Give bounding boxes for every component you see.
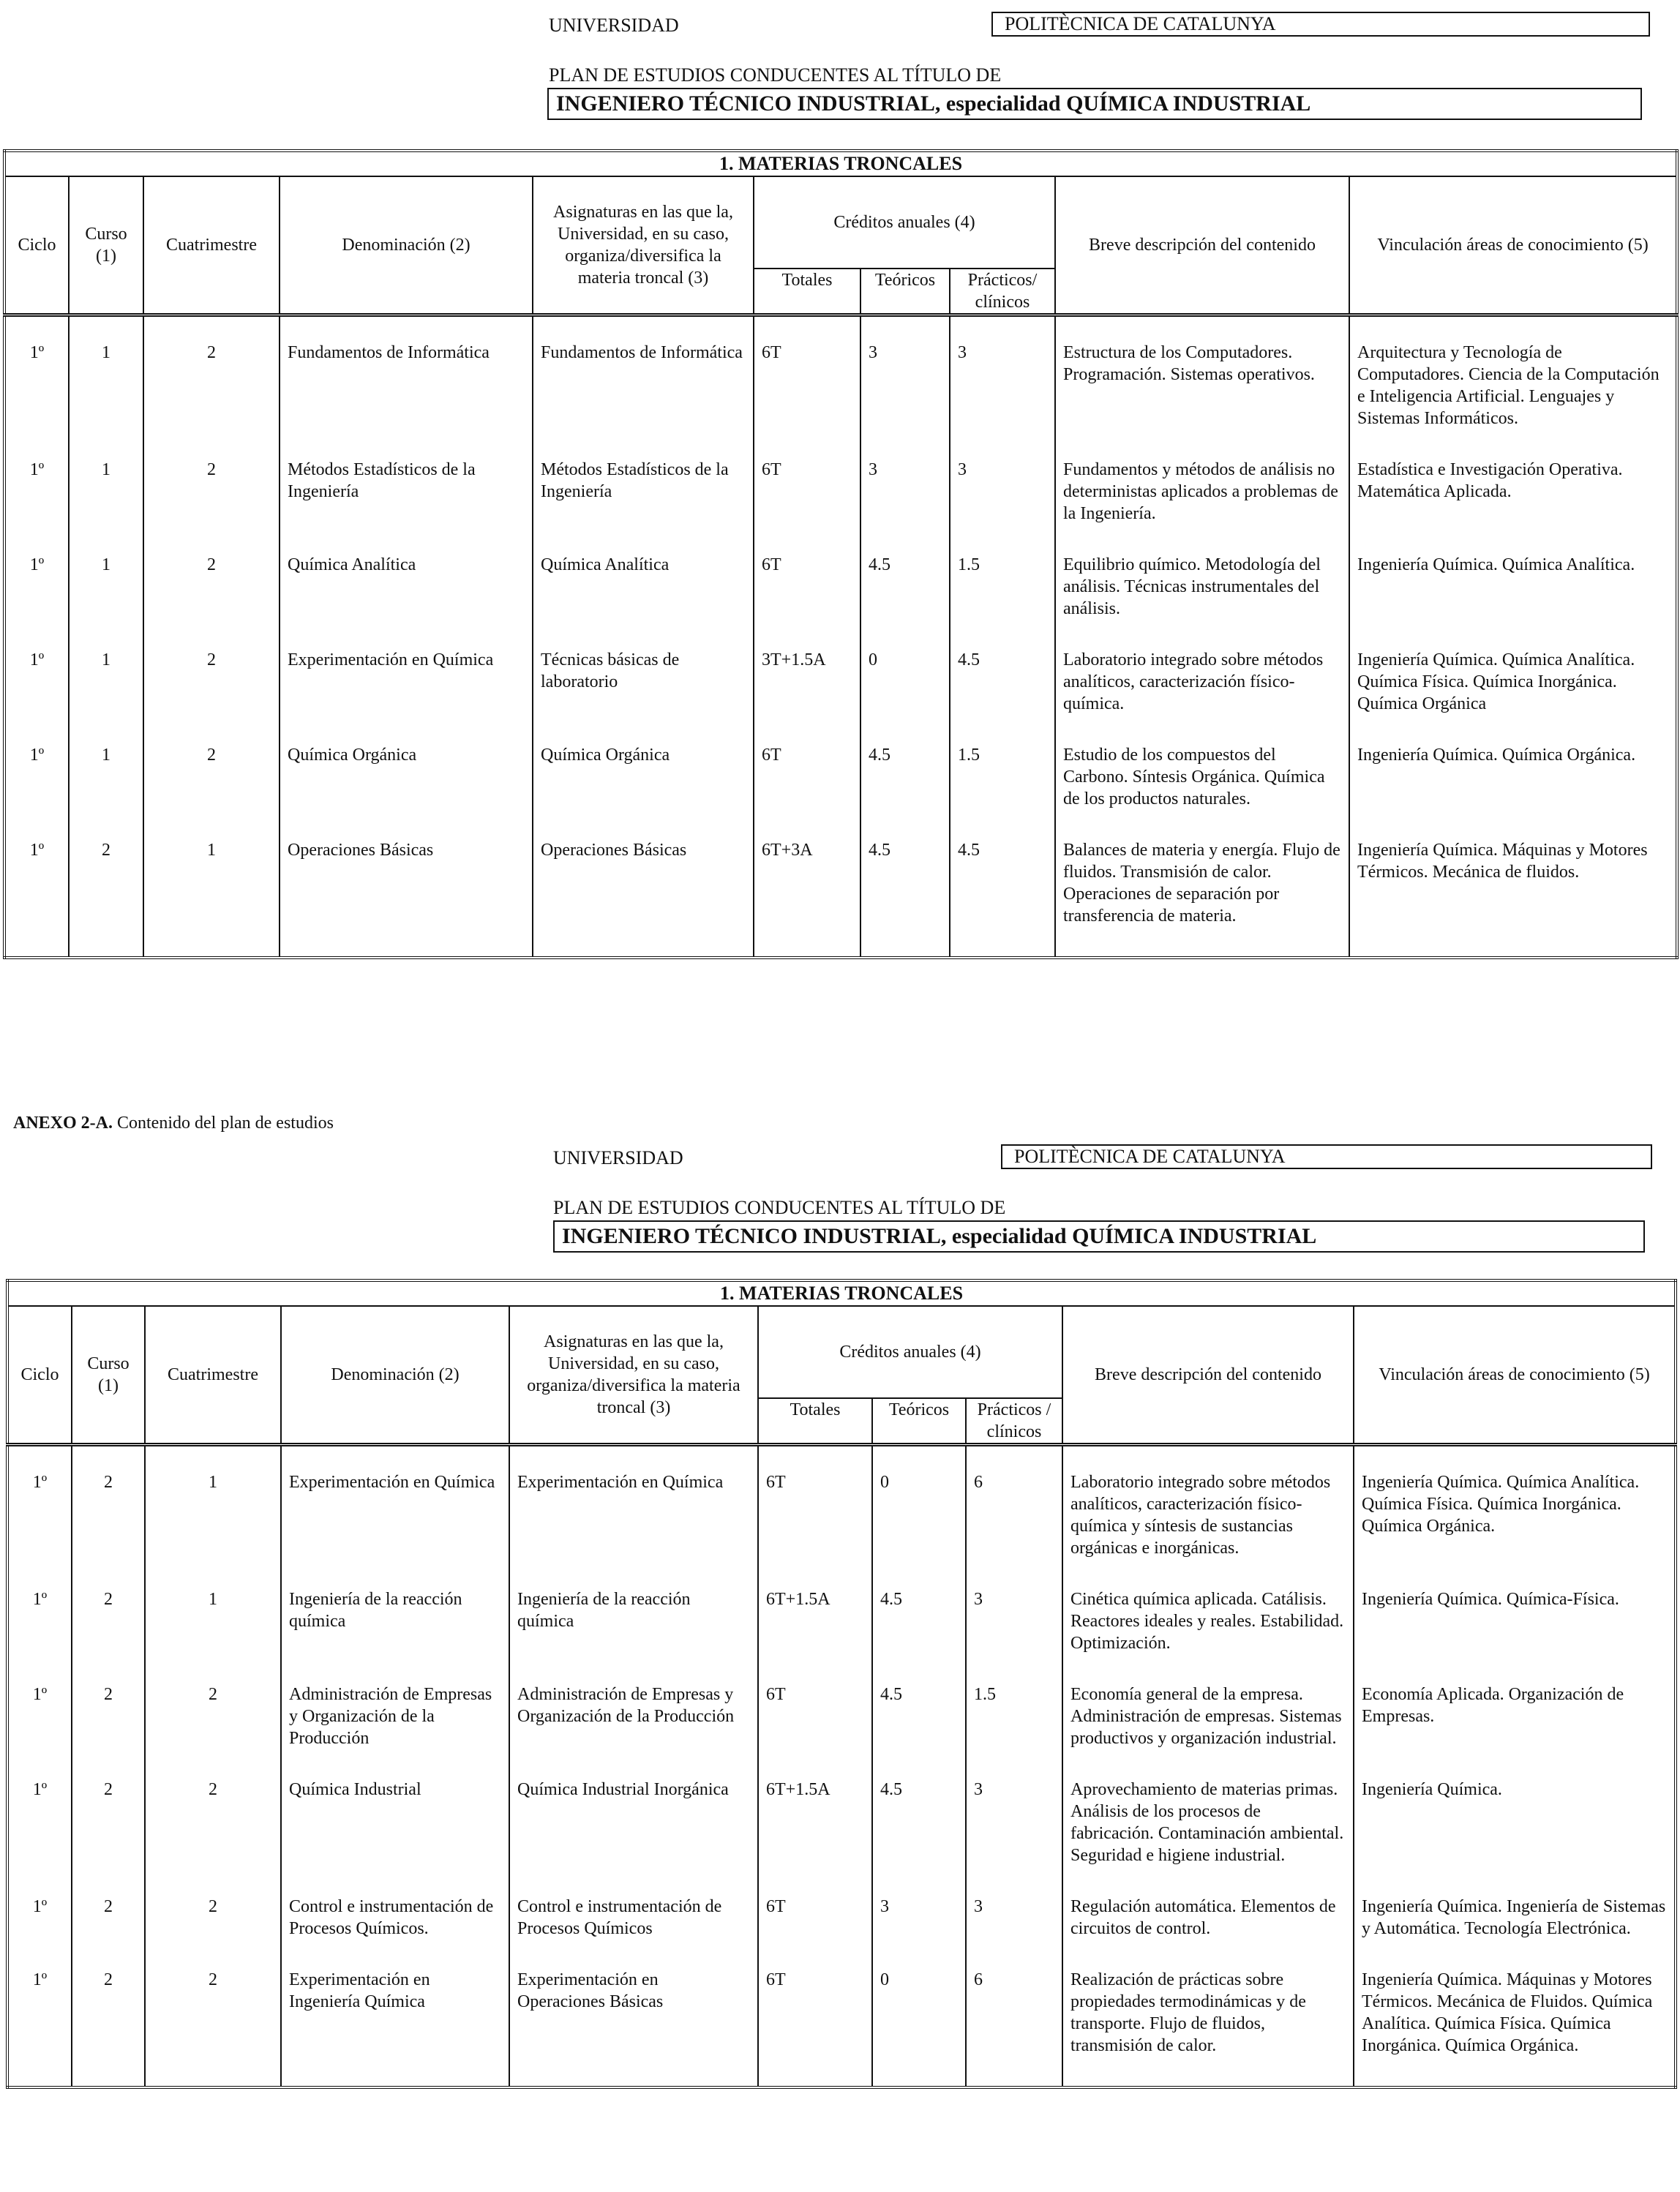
table-row (7, 1588, 1676, 1684)
table-caption: 1. MATERIAS TRONCALES (4, 151, 1677, 176)
cell-descripcion: Fundamentos y métodos de análisis no deterministas aplicados a problemas de la Ingeniería. (1055, 459, 1349, 554)
cell-denominacion: Operaciones Básicas (280, 839, 533, 958)
cell-practicos: 3 (950, 315, 1055, 459)
cell-curso: 2 (72, 1779, 145, 1896)
cell-vinculacion: Ingeniería Química. Química Analítica. Química Física. Química Inorgánica. Química Orgánica (1349, 649, 1677, 744)
cell-cuatrimestre: 2 (143, 744, 280, 839)
cell-vinculacion: Economía Aplicada. Organización de Empresas. (1354, 1684, 1676, 1779)
cell-asignaturas: Experimentación en Química (509, 1445, 758, 1589)
header-curso: Curso (1) (72, 1306, 145, 1445)
cell-descripcion: Estudio de los compuestos del Carbono. Síntesis Orgánica. Química de los productos naturales. (1055, 744, 1349, 839)
header-teoricos: Teóricos (860, 269, 950, 315)
materias-troncales-table (3, 149, 1679, 959)
cell-practicos: 3 (966, 1896, 1062, 1969)
cell-curso: 2 (72, 1445, 145, 1589)
cell-ciclo: 1º (7, 1684, 72, 1779)
cell-asignaturas: Experimentación en Operaciones Básicas (509, 1969, 758, 2087)
annex-heading: ANEXO 2-A. Contenido del plan de estudios (13, 1114, 334, 1133)
cell-asignaturas: Métodos Estadísticos de la Ingeniería (533, 459, 754, 554)
cell-teoricos: 0 (872, 1445, 966, 1589)
cell-asignaturas: Técnicas básicas de laboratorio (533, 649, 754, 744)
cell-denominacion: Química Analítica (280, 554, 533, 649)
cell-teoricos: 4.5 (860, 839, 950, 958)
cell-ciclo: 1º (4, 744, 69, 839)
cell-ciclo: 1º (7, 1779, 72, 1896)
cell-descripcion: Realización de prácticas sobre propiedades termodinámicas y de transporte. Flujo de fluidos, transmisión de calor. (1062, 1969, 1354, 2087)
cell-practicos: 6 (966, 1445, 1062, 1589)
header-teoricos: Teóricos (872, 1398, 966, 1445)
header-denominacion: Denominación (2) (281, 1306, 509, 1445)
cell-vinculacion: Ingeniería Química. Química Orgánica. (1349, 744, 1677, 839)
cell-asignaturas: Operaciones Básicas (533, 839, 754, 958)
cell-practicos: 1.5 (950, 554, 1055, 649)
table-body (7, 1445, 1676, 2088)
cell-totales: 6T (754, 554, 860, 649)
cell-practicos: 6 (966, 1969, 1062, 2087)
table-row (4, 315, 1677, 459)
cell-denominacion: Métodos Estadísticos de la Ingeniería (280, 459, 533, 554)
cell-vinculacion: Ingeniería Química. Ingeniería de Sistemas y Automática. Tecnología Electrónica. (1354, 1896, 1676, 1969)
header-descripcion: Breve descripción del contenido (1062, 1306, 1354, 1445)
cell-cuatrimestre: 1 (145, 1445, 281, 1589)
materias-troncales-table (6, 1279, 1677, 2089)
cell-totales: 6T+1.5A (758, 1779, 872, 1896)
cell-totales: 6T (754, 744, 860, 839)
header-totales: Totales (754, 269, 860, 315)
cell-denominacion: Fundamentos de Informática (280, 315, 533, 459)
cell-descripcion: Laboratorio integrado sobre métodos analíticos, caracterización físico-química. (1055, 649, 1349, 744)
cell-vinculacion: Arquitectura y Tecnología de Computadores. Ciencia de la Computación e Inteligencia Artificial. Lenguajes y Sistemas Informáticos. (1349, 315, 1677, 459)
cell-descripcion: Economía general de la empresa. Administración de empresas. Sistemas productivos y organización industrial. (1062, 1684, 1354, 1779)
cell-vinculacion: Ingeniería Química. Química Analítica. Química Física. Química Inorgánica. Química Orgánica. (1354, 1445, 1676, 1589)
cell-practicos: 4.5 (950, 649, 1055, 744)
cell-descripcion: Regulación automática. Elementos de circuitos de control. (1062, 1896, 1354, 1969)
cell-teoricos: 4.5 (872, 1684, 966, 1779)
cell-cuatrimestre: 2 (143, 554, 280, 649)
cell-cuatrimestre: 2 (145, 1896, 281, 1969)
header-descripcion: Breve descripción del contenido (1055, 176, 1349, 315)
cell-cuatrimestre: 2 (143, 459, 280, 554)
table-body (4, 315, 1677, 958)
cell-ciclo: 1º (7, 1588, 72, 1684)
cell-ciclo: 1º (4, 459, 69, 554)
cell-totales: 6T (758, 1969, 872, 2087)
cell-vinculacion: Ingeniería Química. Química Analítica. (1349, 554, 1677, 649)
cell-ciclo: 1º (7, 1969, 72, 2087)
header-practicos: Prácticos/ clínicos (950, 269, 1055, 315)
header-vinculacion: Vinculación áreas de conocimiento (5) (1349, 176, 1677, 315)
header-creditos: Créditos anuales (4) (758, 1306, 1062, 1398)
cell-denominacion: Experimentación en Química (281, 1445, 509, 1589)
plan-label: PLAN DE ESTUDIOS CONDUCENTES AL TÍTULO DE (553, 1197, 1006, 1218)
cell-totales: 6T (758, 1445, 872, 1589)
plan-label: PLAN DE ESTUDIOS CONDUCENTES AL TÍTULO DE (549, 64, 1002, 86)
header-cuatrimestre: Cuatrimestre (143, 176, 280, 315)
header-practicos: Prácticos / clínicos (966, 1398, 1062, 1445)
cell-asignaturas: Fundamentos de Informática (533, 315, 754, 459)
cell-curso: 1 (69, 649, 143, 744)
cell-denominacion: Administración de Empresas y Organización de la Producción (281, 1684, 509, 1779)
cell-asignaturas: Química Orgánica (533, 744, 754, 839)
table-row (4, 744, 1677, 839)
cell-curso: 2 (72, 1896, 145, 1969)
header-ciclo: Ciclo (7, 1306, 72, 1445)
cell-asignaturas: Administración de Empresas y Organización de la Producción (509, 1684, 758, 1779)
cell-cuatrimestre: 2 (145, 1779, 281, 1896)
cell-cuatrimestre: 2 (145, 1969, 281, 2087)
cell-asignaturas: Química Analítica (533, 554, 754, 649)
cell-ciclo: 1º (4, 649, 69, 744)
table-row (7, 1969, 1676, 2087)
cell-vinculacion: Ingeniería Química. Máquinas y Motores Térmicos. Mecánica de Fluidos. Química Analítica. Química Física. Química Inorgánica. Química Orgánica. (1354, 1969, 1676, 2087)
cell-teoricos: 3 (860, 315, 950, 459)
cell-practicos: 1.5 (950, 744, 1055, 839)
table-row (4, 554, 1677, 649)
cell-descripcion: Equilibrio químico. Metodología del análisis. Técnicas instrumentales del análisis. (1055, 554, 1349, 649)
cell-denominacion: Ingeniería de la reacción química (281, 1588, 509, 1684)
table-row (7, 1684, 1676, 1779)
header-creditos: Créditos anuales (4) (754, 176, 1055, 269)
cell-curso: 1 (69, 459, 143, 554)
cell-curso: 2 (72, 1684, 145, 1779)
cell-asignaturas: Química Industrial Inorgánica (509, 1779, 758, 1896)
table-row (7, 1896, 1676, 1969)
cell-practicos: 3 (966, 1779, 1062, 1896)
cell-denominacion: Química Industrial (281, 1779, 509, 1896)
table-row (4, 459, 1677, 554)
university-label: UNIVERSIDAD (549, 15, 679, 36)
cell-teoricos: 4.5 (860, 554, 950, 649)
cell-ciclo: 1º (4, 554, 69, 649)
header-curso: Curso (1) (69, 176, 143, 315)
cell-ciclo: 1º (4, 839, 69, 958)
cell-descripcion: Estructura de los Computadores. Programación. Sistemas operativos. (1055, 315, 1349, 459)
degree-title-box: INGENIERO TÉCNICO INDUSTRIAL, especialidad QUÍMICA INDUSTRIAL (553, 1220, 1645, 1253)
cell-practicos: 1.5 (966, 1684, 1062, 1779)
cell-vinculacion: Ingeniería Química. (1354, 1779, 1676, 1896)
cell-teoricos: 4.5 (872, 1588, 966, 1684)
university-name-box: POLITÈCNICA DE CATALUNYA (1001, 1144, 1652, 1169)
cell-curso: 2 (72, 1588, 145, 1684)
university-name-box: POLITÈCNICA DE CATALUNYA (991, 12, 1650, 37)
cell-vinculacion: Ingeniería Química. Química-Física. (1354, 1588, 1676, 1684)
header-asignaturas: Asignaturas en las que la, Universidad, en su caso, organiza/diversifica la materia troncal (3) (509, 1306, 758, 1445)
cell-curso: 1 (69, 744, 143, 839)
cell-cuatrimestre: 1 (145, 1588, 281, 1684)
cell-denominacion: Química Orgánica (280, 744, 533, 839)
cell-curso: 2 (69, 839, 143, 958)
cell-asignaturas: Control e instrumentación de Procesos Químicos (509, 1896, 758, 1969)
cell-ciclo: 1º (7, 1896, 72, 1969)
cell-ciclo: 1º (4, 315, 69, 459)
cell-ciclo: 1º (7, 1445, 72, 1589)
annex-heading (13, 0, 334, 1)
university-label: UNIVERSIDAD (553, 1147, 683, 1168)
cell-teoricos: 3 (860, 459, 950, 554)
cell-vinculacion: Estadística e Investigación Operativa. Matemática Aplicada. (1349, 459, 1677, 554)
cell-totales: 6T (758, 1896, 872, 1969)
cell-teoricos: 0 (872, 1969, 966, 2087)
table-row (4, 649, 1677, 744)
table-row (4, 839, 1677, 958)
cell-descripcion: Aprovechamiento de materias primas. Análisis de los procesos de fabricación. Contaminación ambiental. Seguridad e higiene industrial. (1062, 1779, 1354, 1896)
cell-totales: 6T+3A (754, 839, 860, 958)
cell-totales: 6T (754, 459, 860, 554)
cell-curso: 2 (72, 1969, 145, 2087)
degree-title-box: INGENIERO TÉCNICO INDUSTRIAL, especialidad QUÍMICA INDUSTRIAL (547, 88, 1642, 120)
cell-denominacion: Experimentación en Ingeniería Química (281, 1969, 509, 2087)
cell-teoricos: 4.5 (872, 1779, 966, 1896)
cell-cuatrimestre: 2 (143, 649, 280, 744)
cell-denominacion: Control e instrumentación de Procesos Químicos. (281, 1896, 509, 1969)
cell-totales: 6T (758, 1684, 872, 1779)
cell-descripcion: Balances de materia y energía. Flujo de fluidos. Transmisión de calor. Operaciones de separación por transferencia de materia. (1055, 839, 1349, 958)
cell-practicos: 3 (950, 459, 1055, 554)
cell-teoricos: 4.5 (860, 744, 950, 839)
header-totales: Totales (758, 1398, 872, 1445)
cell-curso: 1 (69, 315, 143, 459)
header-ciclo: Ciclo (4, 176, 69, 315)
cell-totales: 6T+1.5A (758, 1588, 872, 1684)
cell-teoricos: 0 (860, 649, 950, 744)
cell-totales: 3T+1.5A (754, 649, 860, 744)
header-vinculacion: Vinculación áreas de conocimiento (5) (1354, 1306, 1676, 1445)
cell-practicos: 3 (966, 1588, 1062, 1684)
header-cuatrimestre: Cuatrimestre (145, 1306, 281, 1445)
cell-practicos: 4.5 (950, 839, 1055, 958)
cell-cuatrimestre: 1 (143, 839, 280, 958)
cell-cuatrimestre: 2 (143, 315, 280, 459)
cell-teoricos: 3 (872, 1896, 966, 1969)
header-asignaturas: Asignaturas en las que la, Universidad, en su caso, organiza/diversifica la materia troncal (3) (533, 176, 754, 315)
cell-asignaturas: Ingeniería de la reacción química (509, 1588, 758, 1684)
table-row (7, 1779, 1676, 1896)
cell-curso: 1 (69, 554, 143, 649)
cell-descripcion: Laboratorio integrado sobre métodos analíticos, caracterización físico-química y síntesis de sustancias orgánicas e inorgánicas. (1062, 1445, 1354, 1589)
cell-descripcion: Cinética química aplicada. Catálisis. Reactores ideales y reales. Estabilidad. Optimización. (1062, 1588, 1354, 1684)
cell-vinculacion: Ingeniería Química. Máquinas y Motores Térmicos. Mecánica de fluidos. (1349, 839, 1677, 958)
cell-cuatrimestre: 2 (145, 1684, 281, 1779)
table-row (7, 1445, 1676, 1589)
table-caption: 1. MATERIAS TRONCALES (7, 1280, 1676, 1306)
cell-denominacion: Experimentación en Química (280, 649, 533, 744)
header-denominacion: Denominación (2) (280, 176, 533, 315)
cell-totales: 6T (754, 315, 860, 459)
